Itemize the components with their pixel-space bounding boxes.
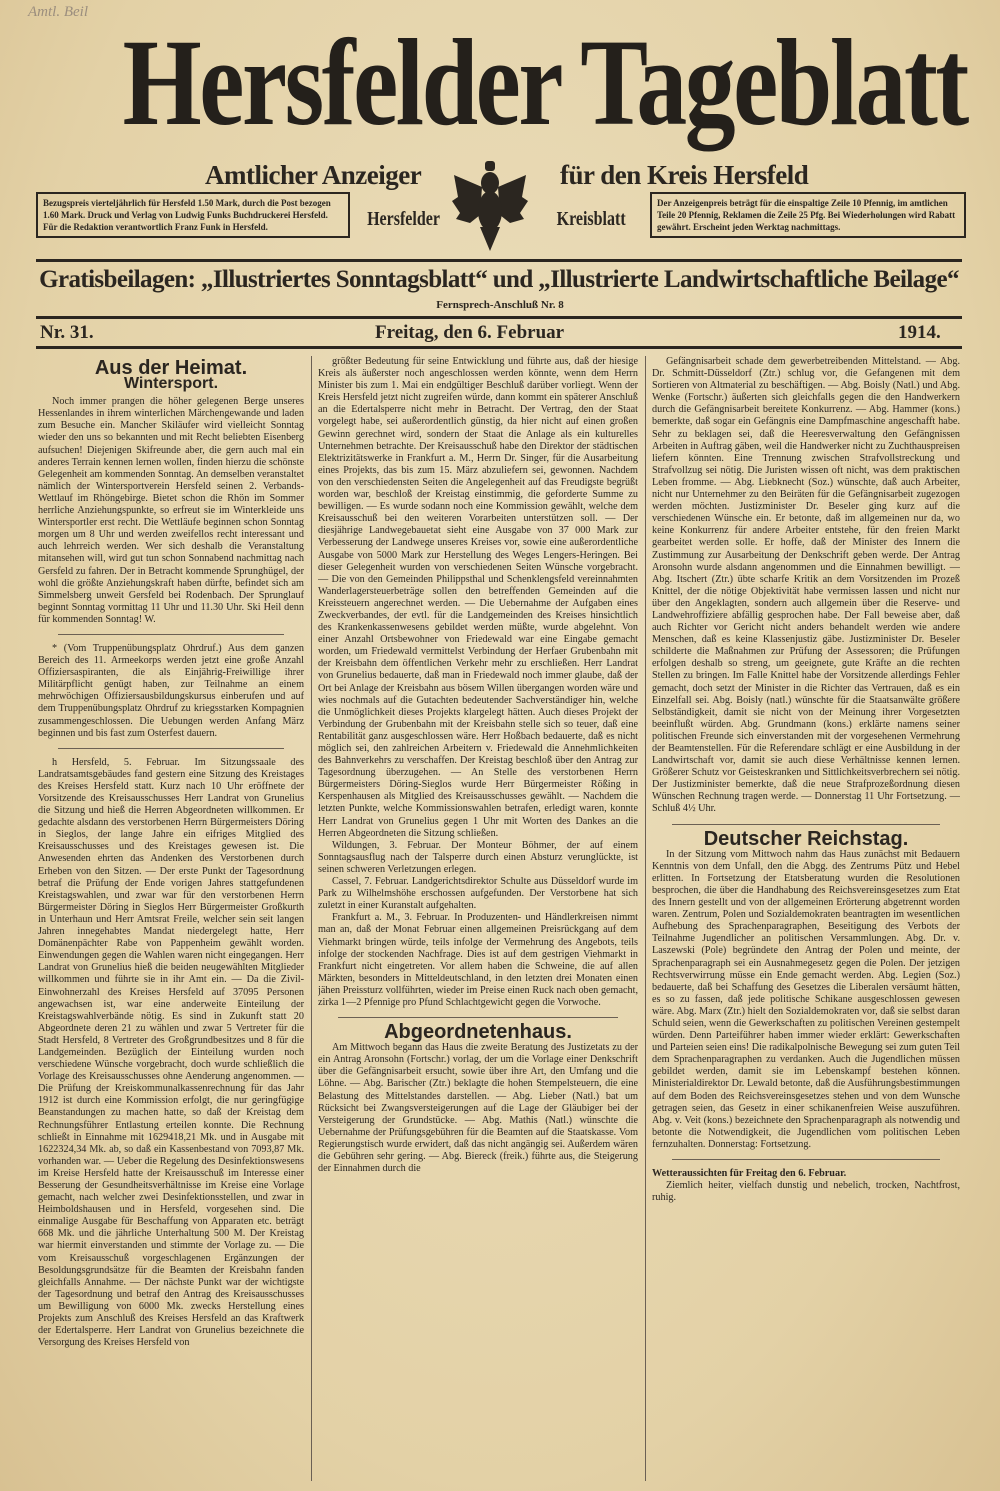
kreisblatt-left: Hersfelder — [367, 208, 440, 230]
column-2 — [318, 356, 638, 1483]
article-paragraph: Frankfurt a. M., 3. Februar. In Produzenten- und Händlerkreisen nimmt man an, daß der Monat Februar einen allgemeinen Preisrückgang auf dem Viehmarkt bringen würde, teils infolge der Vermehrung des Angebots, teils infolge der stockenden Nachfrage. Dies ist auf dem gestrigen Viehmarkt in Frankfurt nicht eingetreten. Vor allem haben die Schweine, die auf allen Märkten, besonders in Mitteldeutschland, in den letzten drei Monaten einen jähen Preissturz vollführten, wieder im Preise einen Ruck nach oben gemacht, zirka 1—2 Pfennige pro Pfund Schlachtgewicht gegen die Vorwoche. — [318, 912, 638, 1008]
article-paragraph: Am Mittwoch begann das Haus die zweite Beratung des Justizetats zu der ein Antrag Aronsohn (Fortschr.) vorlag, der um die Vorlage einer Denkschrift über die Gefängnisarbeit ersucht, sowie über ihre Art, den Umfang und die Löhne. — Abg. Barischer (Ztr.) beklagte die hohen Stempelsteuern, die eine Belastung des Mittelstandes darstellen. — Abg. Lieber (Natl.) bat um Rücksicht bei Zwangsversteigerungen auf die Lage der Gläubiger bei der Versteigerung der Grundstücke. — Abg. Mathis (Natl.) wünschte die Uebernahme der Prüfungsgebühren für die Beamten auf die Staatskasse. Vom Regierungstisch wurde erwidert, daß das nicht angängig sei. Außerdem wären die Gebühren sehr gering. — Abg. Biereck (freik.) führte aus, die Steigerung der Einnahmen durch die — [318, 1042, 638, 1175]
issue-year: 1914. — [898, 322, 941, 343]
weather-heading: Wetteraussichten für Freitag den 6. Februar. — [652, 1168, 847, 1179]
weather-forecast: Ziemlich heiter, vielfach dunstig und nebelich, trocken, Nachtfrost, ruhig. — [652, 1180, 960, 1204]
issue-number: Nr. 31. — [40, 322, 94, 343]
subtitle-right: für den Kreis Hersfeld — [560, 160, 809, 190]
subscription-box: Bezugspreis vierteljährlich für Hersfeld 1.50 Mark, durch die Post bezogen 1.60 Mark. Druck und Verlag von Ludwig Funks Buchdruckerei Hersfeld. Für die Redaktion verantwortlich Franz Funk in Hersfeld. — [36, 192, 350, 238]
separator — [672, 824, 940, 825]
article-paragraph: Wildungen, 3. Februar. Der Monteur Böhmer, der auf einem Sonntagsausflug nach der Talsperre durch einen Absturz verunglückte, ist seinen schweren Verletzungen erlegen. — [318, 839, 638, 875]
article-heading: Wintersport. — [123, 375, 219, 393]
article-paragraph: h Hersfeld, 5. Februar. Im Sitzungssaale des Landratsamtsgebäudes fand gestern eine Sitzung des Kreistages des Kreises Hersfeld statt. Kurz nach 10 Uhr eröffnete der Vorsitzende des Kreisausschusses Herr Landrat von Grunelius die Sitzung und hieß die Herren Abgeordneten willkommen. Er gedachte alsdann des verstorbenen Herrn Bürgermeisters Döring in Sieglos, der lange Jahre ein eifriges Mitglied des Kreisausschusses und des Kreistages gewesen ist. Die Anwesenden ehrten das Andenken des Verstorbenen durch Erheben von den Sitzen. — Der erste Punkt der Tagesordnung betraf die Prüfung der Ende vorigen Jahres stattgefundenen Kreistagswahlen, und zwar war für den verstorbenen Herrn Bürgermeister Döring in Sieglos Herr Bürgermeister Großkurth in Unterhaun und Herr Amtsrat Freile, welcher sein seit langen Jahren innegehabtes Mandat niedergelegt hatte, Herr Domänenpächter Rabe von Pappenheim gewählt worden. Einwendungen gegen die Wahlen waren nicht eingegangen. Herr Landrat von Grunelius hieß die beiden neugewählten Mitglieder willkommen und führte sie in ihr Amt ein. — Da die Zivil-Einwohnerzahl des Kreises Hersfeld auf 37095 Personen angewachsen ist, war eine anderweite Einteilung der Kreistagswahlverbände nötig. Es sind in Zukunft statt 20 Abgeordnete deren 21 zu wählen und zwar 5 Vertreter für die Stadt Hersfeld, 8 Vertreter des Großgrundbesitzes und 8 für die Landgemeinden. Bezüglich der Einteilung wurden noch verschiedene Wünsche vorgebracht, doch wurde schließlich die Vorlage des Kreisausschusses ohne Aenderung angenommen. — Die Prüfung der Kreiskommunalkassenrechnung für das Jahr 1912 ist durch eine Kommission erfolgt, die nur geringfügige Beanstandungen zu machen hatte, so daß der Kreistag dem Rechnungsführer Entlastung erteilen konnte. Die Rechnung schließt in Einnahme mit 1629418,21 Mk. und in Ausgabe mit 1622324,34 Mk. ab, so daß ein Kassenbestand von 7093,87 Mk. vorhanden war. — Ueber die Regelung des Desinfektionswesens im Kreise Hersfeld hatte der Kreisausschuß im Interesse einer Besserung der Gesundheitsverhältnisse im Kreise eine Vorlage gemacht, nach welcher zwei Desinfektionsstellen, und zwar in Heimboldshausen und in Hersfeld, vorgesehen sind. Die einmalige Ausgabe für Beschaffung von Apparaten etc. beträgt 668 Mk. und die jährliche Unterhaltung 500 M. Der Kreistag war hiermit einverstanden und stimmte der Vorlage zu. — Die vom Kreisausschuß vorgeschlagenen Ergänzungen der Besoldungsgrundsätze für die Beamten der Kreisbahn fanden gleichfalls Annahme. — Der nächste Punkt war der wichtigste der Tagesordnung und betraf den Antrag des Kreisausschusses um Bewilligung von 6000 Mk. zwecks Herstellung eines Projekts zum Anschluß des Kreises Hersfeld an das Kraftwerk der Edertalsperre. Herr Landrat von Grunelius bezeichnete die Versorgung des Kreises Hersfeld von — [38, 756, 304, 1349]
issue-date: Freitag, den 6. Februar — [375, 322, 565, 343]
supplements-line: Gratisbeilagen: „Illustriertes Sonntagsblatt“ und „Illustrierte Landwirtschaftliche Beilage“ — [39, 266, 959, 293]
article-paragraph: größter Bedeutung für seine Entwicklung und führte aus, daß der hiesige Kreis als äußerster noch angeschlossen werden könnte, wenn dem Herrn Minister bis zum 1. Mai ein endgültiger Beschluß darüber vorliegt. Wenn der Kreis Hersfeld jetzt nicht zugreifen würde, dann kommt ein späterer Anschluß an die Edertalsperre nicht mehr in Betracht. Der Vertrag, den der Staat vorgelegt habe, sei außerordentlich günstig, da hier nicht auf einen großen Gewinn gerechnet wird, sondern der Staat die Anlage als ein kulturelles Unternehmen betrachte. Der Kreisausschuß habe den Direktor der städtischen Elektrizitätswerke in Frankfurt a. M., Herrn Dr. Singer, für die Ausarbeitung eines Projekts, das bis zum 15. März abzuliefern sei, gewonnen. Nachdem von den verschiedensten Seiten die Angelegenheit auf das Freudigste begrüßt worden war, beschloß der Kreistag einstimmig, die geforderte Summe zu bewilligen. — Es wurde sodann noch eine Kommission gewählt, welche dem Kreisausschuß bei den weiteren Vorarbeiten unterstützen soll. — Der diesjährige Landwegebauetat sieht eine Ausgabe von 37 000 Mark zur Verbesserung der Landwege unseres Kreises vor, sowie eine außerordentliche Ausgabe von 5000 Mark zur Herstellung des Weges Lengers-Heringen. Bei dieser Gelegenheit wurden von verschiedenen Seiten Wünsche vorgebracht. — Die von den Gemeinden Philippsthal und Schenklengsfeld vereinnahmten Wanderlagersteuerbeträge sollen den betreffenden Gemeinden auf die Kreissteuern angerechnet werden. — Die Uebernahme der Aufgaben eines Zweckverbandes, der evtl. für die Landgemeinden des Kreises hinsichtlich des Krankenkassenwesens gebildet werden müßte, wurde abgelehnt. Von einer Anzahl Ortsbewohner von Friedewald war eine Eingabe gemacht worden, um Friedewald vermittelst Verbindung der Herfaer Grubenbahn mit der Kreisbahn dem öffentlichen Verkehr mehr zu erschließen. Herr Landrat von Grunelius bedauerte, daß man in Friedewald noch immer glaube, daß der Ort bei Anlage der Kreisbahn aus bösem Willen übergangen worden wäre und wies nochmals auf die Gutachten bedeutender Sachverständiger hin, welche die Unmöglichkeit dieses Projekts klargelegt hätten. Auch dieses Projekt der Verbindung der Grubenbahn mit der Kreisbahn stelle sich so teuer, daß eine Rentabilität ganz ausgeschlossen wäre. Herr Hoßbach bedauerte, daß es nicht möglich sei, den zahlreichen Arbeitern v. Friedewald die Annehmlichkeiten des Bahnverkehrs zu verschaffen. Der Kreistag beschloß über den Antrag zur Tagesordnung überzugehen. — An Stelle des verstorbenen Herrn Bürgermeisters Döring-Sieglos wurde Herr Bürgermeister Rößing in Kerspenhausen als Mitglied des Kreisausschusses gewählt. — Nachdem die letzten Punkte, welche Kommissionswahlen betrafen, erledigt waren, konnte Herr Landrat von Grunelius gegen 1 Uhr mit Worten des Dankes an die Herren Abgeordneten die Sitzung schließen. — [318, 356, 638, 839]
section-heading: Abgeordnetenhaus. — [384, 1021, 572, 1044]
column-divider — [645, 356, 646, 1481]
section-heading: Deutscher Reichstag. — [703, 827, 909, 850]
separator — [58, 634, 284, 635]
article-paragraph: Noch immer prangen die höher gelegenen Berge unseres Hessenlandes in ihrem winterlichen Märchengewande und laden zum Besuche ein. Mancher Skiläufer wird vielleicht Sonntag wieder den uns so bekannten und mit Recht beliebten Eisenberg aufsuchen! Diejenigen Skifreunde aber, die gern auch mal ein anderes Terrain kennen lernen wollen, finden hierzu die schönste Gelegenheit am kommenden Sonntag. An demselben veranstaltet nämlich der Wintersportverein Hersfeld seinen 2. Verbands-Wettlauf im Rhöngebirge. Bietet schon die Rhön im Sommer herrliche Anziehungspunkte, so erfreut sie im Winterkleide uns Wintersportler erst recht. Die Wettläufe beginnen schon Sonntag morgen um 8 Uhr und werden zweifellos recht interessant und auch lehrreich werden. Wer sich deshalb die Veranstaltung mitansehen will, wird gut tun schon Sonnabend nachmittag nach Gersfeld zu fahren. Der in Betracht kommende Sprunghügel, der wohl die größte Anziehungskraft haben dürfte, befindet sich am Simmelsberg unweit Gersfeld bei Rodenbach. Der Sprunglauf beginnt Sonntag vormittag 11 Uhr und 11.30 Uhr. Ski Heil denn für kommenden Sonntag! W. — [38, 396, 304, 625]
rule — [36, 346, 962, 349]
telephone-line: Fernsprech-Anschluß Nr. 8 — [436, 299, 564, 311]
article-paragraph: * (Vom Truppenübungsplatz Ohrdruf.) Aus dem ganzen Bereich des 11. Armeekorps werden jetzt eine große Anzahl Offiziersaspiranten, die als Einjährig-Freiwillige ihrer Militärpflicht genügt haben, zur Teilnahme an einem mehrwöchigen Offiziersausbildungskursus einberufen und auf dem Truppenübungsplatz Ohrdruf zu kriegsstarken Kompagnien zusammengeschlossen. Die Uebungen werden Anfang März beginnen und bis fast zum Osterfest dauern. — [38, 642, 304, 739]
advertising-box: Der Anzeigenpreis beträgt für die einspaltige Zeile 10 Pfennig, im amtlichen Teile 20 Pfennig, Reklamen die Zeile 25 Pfg. Bei Wiederholungen wird Rabatt gewährt. Erscheint jeden Werktag nachmittags. — [650, 192, 966, 238]
imperial-eagle-icon — [452, 157, 528, 253]
article-paragraph: Cassel, 7. Februar. Landgerichtsdirektor Schulte aus Düsseldorf wurde im Park zu Wilhelmshöhe erschossen aufgefunden. Der Verstorbene hat sich zuletzt in einer Kuranstalt aufgehalten. — [318, 876, 638, 912]
article-paragraph: In der Sitzung vom Mittwoch nahm das Haus zunächst mit Bedauern Kenntnis von dem Unfall, den die Abgg. des Zentrums Pütz und Hebel erlitten. In Fortsetzung der Etatsberatung wurden die Resolutionen besprochen, die über die Handhabung des Reichsvereinsgesetzes zum Etat des Innern gestellt und von der allgemeinen Erörterung abgetrennt worden waren. Zentrum, Polen und Sozialdemokraten beantragten im wesentlichen Aufhebung des Sprachenparagraphen, Beseitigung des Verbots der Teilnahme Jugendlicher an politischen Versammlungen. Abg. Dr. v. Laszewski (Pole) begründete den Antrag der Polen und meinte, der Sprachenparagraph sei ein Ausnahmegesetz gegen die Polen. Der jetzigen Rechtsverwirrung müsse ein Ende gemacht werden. Abg. Legien (Soz.) bedauerte, daß bei Schaffung des Gesetzes die Liberalen versäumt hätten, es so zu fassen, daß jede politische Schikane ausgeschlossen gewesen wäre. Abg. Marx (Ztr.) hielt den Sozialdemokraten vor, daß sie selbst daran Schuld seien, wenn die Gewerkschaften zu politischen Vereinen gestempelt würden. Denn Parteiführer haben immer wieder erklärt: Gewerkschaften und Parteien seien eins! Die radikalpolnische Bewegung sei zum guten Teil dem Sprachenparagraphen zu verdanken. Auch die Jugendlichen müssen gebildet werden, damit sie im Lebenskampf bestehen können. Ministerialdirektor Dr. Lewald betonte, daß die Ausführungsbestimmungen auf dem Boden des Reichsvereinsgesetzes stehen und von dem Wunsche getragen seien, das Gesetz in einer schikanenfreien Weise auszuführen. Abg. v. Veit (kons.) bezeichnete den Sprachenparagraph als notwendig und betonte die Notwendigkeit, die Jugendlichen vom politischen Leben fernzuhalten. Donnerstag: Fortsetzung. — [652, 848, 960, 1150]
kreisblatt-right: Kreisblatt — [556, 208, 626, 230]
masthead-title-text: Hersfelder Tageblatt — [122, 14, 967, 151]
column-divider — [311, 356, 312, 1481]
column-3 — [652, 356, 960, 1483]
handwritten-note: Amtl. Beil — [28, 4, 88, 20]
separator — [338, 1017, 618, 1018]
rule — [36, 316, 962, 319]
separator — [58, 748, 284, 749]
subtitle-left: Amtlicher Anzeiger — [205, 160, 422, 190]
separator — [672, 1159, 940, 1160]
article-paragraph: Gefängnisarbeit schade dem gewerbetreibenden Mittelstand. — Abg. Dr. Schmitt-Düsseldorf (Ztr.) schlug vor, die Gefangenen mit dem Sortieren von Altmaterial zu beschäftigen. — Abg. Boisly (Natl.) und Abg. Wenke (Fortschr.) äußerten sich gleichfalls gegen die den Handwerkern durch die Gefängnisarbeit bereitete Konkurrenz. — Abg. Hammer (kons.) bemerkte, daß sogar ein Gefängnis eine Dampfmaschine angeschafft habe. Sehr zu beklagen sei, daß die Heeresverwaltung den Gefängnissen Arbeiten in Auftrag gäben, weil die Handwerker nicht zu Zuchthauspreisen liefern könnten. Eine Trennung zwischen Strafvollstreckung und Strafvollzug sei nötig. Die Juristen wissen oft nicht, was dem praktischen Leben fromme. — Abg. Liebknecht (Soz.) wünschte, daß auch Arbeiter, nicht nur Unternehmer zu den Beiräten für die Gefängnisarbeit zugezogen werden möchten. Justizminister Dr. Beseler ging kurz auf die verschiedenen Wünsche ein. Er betonte, daß im allgemeinen nur da, wo keine Konkurrenz für andere Arbeiter entstehe, für den freien Markt gearbeitet werden solle. Er hoffe, daß der Minister des Innern die Zustimmung zur Ausarbeitung der Denkschrift geben werde. Der Antrag Aronsohn wurde alsdann angenommen und die Einnahmen bewilligt. — Abg. Itschert (Ztr.) übte scharfe Kritik an dem Vorsitzenden im Prozeß Knittel, der die nötige Objektivität habe vermissen lassen und nicht nur über den Angeklagten, sondern auch allgemein über die Reserve- und Landwehroffiziere abfällig gesprochen habe. Der Fall beweise aber, daß auch Richter vor Gericht nicht anders behandelt werden wie andere Menschen, daß es keine Klassenjustiz gäbe. Justizminister Dr. Beseler schilderte die Maßnahmen zur Prüfung der Assessoren; die Prüfungen erfolgen deshalb so streng, um geeignete, gute Kräfte an die rechten Stellen zu bringen. Im Falle Knittel habe der Vorsitzende allerdings Fehler gemacht, doch setzt der Minister in die Richter das Vertrauen, daß es ein Einzelfall sei. Abg. Boisly (natl.) wünschte für die Staatsanwälte größere Selbständigkeit, damit sie nicht von der Meinung ihrer Vorgesetzten beeinflußt würden. Abg. Grundmann (kons.) erklärte namens seiner politischen Freunde sich einverstanden mit der vorgesehenen Vermehrung der Beamtenstellen. Für die Referendare schlägt er eine Ausbildung in der Landwirtschaft vor, damit sie auch diese Verhältnisse kennen lernen. Größerer Schutz vor Geisteskranken und Sittlichkeitsverbrechern sei nötig. Der Justizminister bemerkte, daß die neue Strafprozeßordnung diesen Wünschen Rechnung tragen werde. — Donnerstag 11 Uhr Fortsetzung. — Schluß 4½ Uhr. — [652, 356, 960, 815]
masthead-title — [30, 8, 990, 158]
rule — [36, 259, 962, 262]
column-1 — [38, 356, 304, 1483]
section-heading: Aus der Heimat. — [94, 357, 248, 379]
